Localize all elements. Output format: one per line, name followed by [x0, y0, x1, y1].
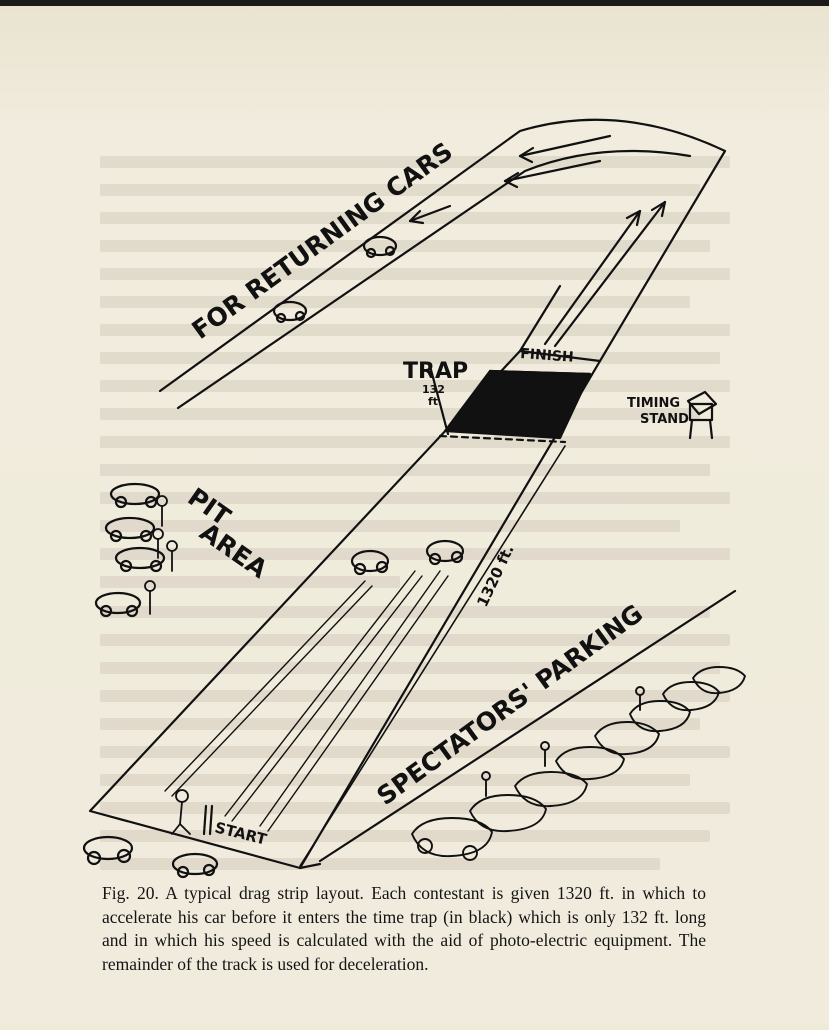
- race-car-icon: [427, 541, 463, 564]
- race-car-icon: [352, 551, 388, 574]
- distance-dimension-line: [300, 446, 565, 866]
- start-label: START: [213, 818, 269, 849]
- parking-label: SPECTATORS' PARKING: [371, 598, 649, 811]
- return-lane-edge: [520, 286, 560, 351]
- timing-stand-icon: [688, 392, 716, 438]
- figure-caption: Fig. 20. A typical drag strip layout. Each contestant is given 1320 ft. in which to accelerate his car before it enters the time trap (in black) which is only 132 ft. long and in which his speed is calculated with the aid of photo-electric equipment. The remainder of the track is used for deceleration.: [102, 883, 706, 974]
- pit-area-label-2: AREA: [194, 517, 273, 584]
- timing-stand-label-1: TIMING: [627, 396, 681, 411]
- pit-car-icon: [111, 484, 159, 507]
- distance-label: 1320 ft.: [473, 541, 518, 610]
- pit-car-icon: [106, 518, 154, 541]
- returning-car-icon: [274, 302, 306, 322]
- trap-length-label: 132: [422, 383, 445, 396]
- pit-car-icon: [96, 593, 140, 616]
- pit-car-icon: [84, 837, 132, 864]
- trap-unit-label: ft.: [428, 395, 443, 408]
- parking-edge: [320, 591, 735, 861]
- pit-car-icon: [173, 854, 217, 877]
- parked-car-row: [412, 667, 745, 860]
- pit-area-label-1: PIT: [182, 482, 236, 532]
- drag-strip-illustration: [0, 6, 829, 1030]
- returning-car-icon: [364, 237, 396, 257]
- finish-label: FINISH: [519, 346, 575, 366]
- trap-label: TRAP: [403, 359, 469, 384]
- start-flag-icon: [204, 806, 212, 834]
- return-lane-label: FOR RETURNING CARS: [186, 136, 459, 345]
- pit-car-icon: [116, 548, 164, 571]
- timing-stand-label-2: STAND: [640, 412, 689, 427]
